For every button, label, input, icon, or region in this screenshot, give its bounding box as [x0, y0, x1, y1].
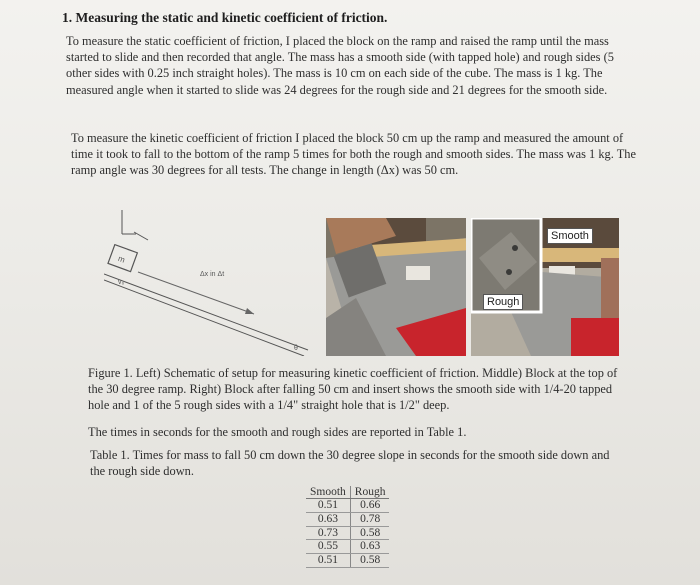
table-row: [306, 540, 389, 554]
ramp-line-lower: [104, 280, 304, 356]
section-heading: 1. Measuring the static and kinetic coefficient of friction.: [62, 10, 388, 25]
rough-tag: Rough: [483, 294, 523, 310]
rough-time: 0.63: [350, 540, 389, 554]
figure-caption: Figure 1. Left) Schematic of setup for measuring kinetic coefficient of friction. Middle) Block at the top of the 30 degree ramp. Right) Block after falling 50 cm and insert shows the smooth side with 1/4-20 tapped hole and 1 of the 5 rough sides with a 1/4" straight hole that is 1/2" deep.: [88, 366, 618, 413]
rough-time: 0.58: [350, 526, 389, 540]
smooth-time: 0.55: [306, 540, 350, 554]
table-caption: Table 1. Times for mass to fall 50 cm down the 30 degree slope in seconds for the smooth side down and the rough side down.: [90, 448, 610, 479]
smooth-time: 0.63: [306, 512, 350, 526]
smooth-tag: Smooth: [547, 228, 593, 244]
distance-label: Δx in Δt: [200, 271, 225, 278]
rough-time: 0.66: [350, 499, 389, 513]
rough-time: 0.58: [350, 554, 389, 568]
table-row: [306, 499, 389, 513]
velocity-label: v₀: [118, 279, 125, 286]
arrowhead: [245, 308, 254, 314]
block-mass: [108, 245, 137, 272]
header-rough: Rough: [350, 486, 389, 499]
photo-right-art: [471, 218, 619, 356]
photo-middle-art: [326, 218, 466, 356]
times-note: The times in seconds for the smooth and rough sides are reported in Table 1.: [88, 425, 467, 439]
table-header-row: [306, 486, 389, 499]
smooth-time: 0.73: [306, 526, 350, 540]
table-row: [306, 526, 389, 540]
static-friction-paragraph: To measure the static coefficient of friction, I placed the block on the ramp and raised the ramp until the mass started to slide and then recorded that angle. The mass has a smooth side (with tapped hole) and rough sides (5 other sides with 0.25 inch straight holes). The mass is 10 cm on each side of the cube. The mass is 1 kg. The measured angle when it started to slide was 24 degrees for the rough side and 21 degrees for the smooth side.: [66, 34, 614, 97]
smooth-time: 0.51: [306, 554, 350, 568]
angle-label: θ: [294, 345, 298, 352]
table-row: [306, 554, 389, 568]
ramp-schematic: [104, 210, 314, 356]
mass-label: m: [116, 253, 127, 265]
ramp-line-upper: [104, 274, 308, 350]
axis-diagonal: [134, 232, 148, 240]
photo-block-bottom-of-ramp: [471, 218, 619, 356]
table-row: [306, 512, 389, 526]
figure-1: [104, 210, 624, 356]
times-table: [306, 486, 389, 568]
rough-time: 0.78: [350, 512, 389, 526]
smooth-time: 0.51: [306, 499, 350, 513]
header-smooth: Smooth: [306, 486, 350, 499]
photo-block-top-of-ramp: [326, 218, 466, 356]
kinetic-friction-paragraph: To measure the kinetic coefficient of friction I placed the block 50 cm up the ramp and measured the amount of time it took to fall to the bottom of the ramp 5 times for both the rough and smooth sides. The mass was 1 kg. The ramp angle was 30 degrees for all tests. The change in length (Δx) was 50 cm.: [71, 131, 636, 178]
